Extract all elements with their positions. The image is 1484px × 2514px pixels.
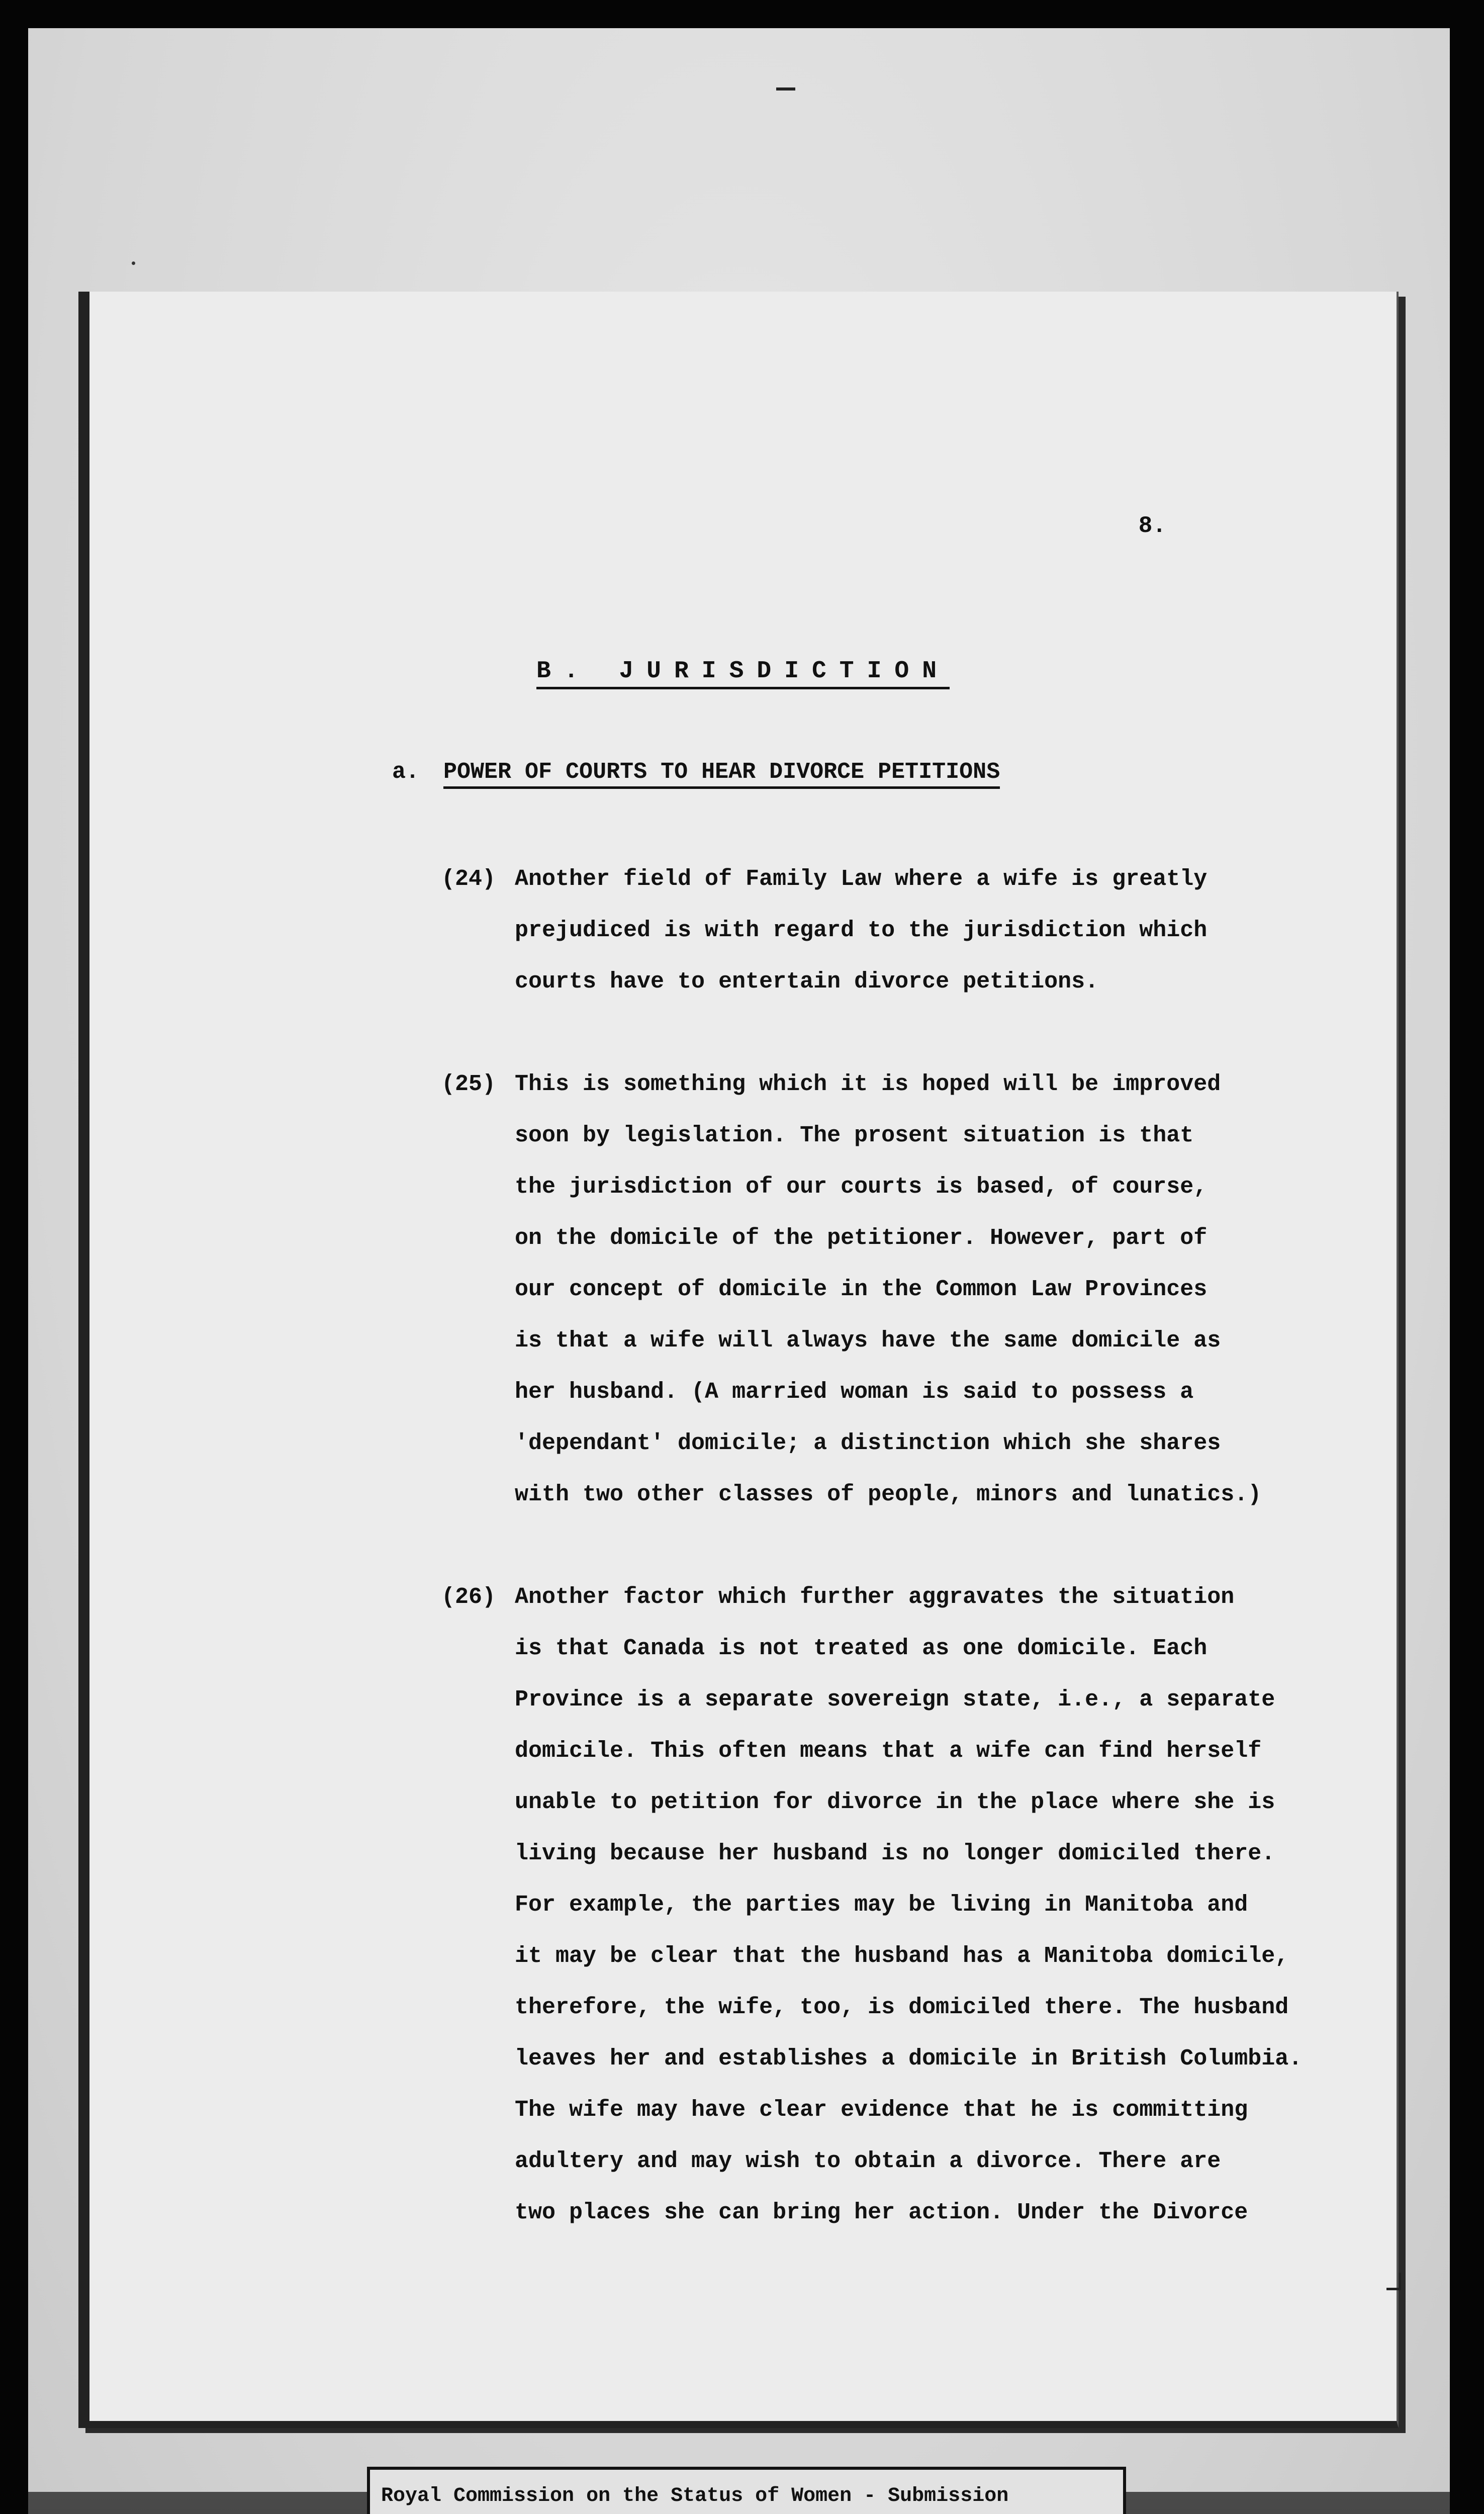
paragraph-line: This is something which it is hoped will be improved	[515, 1071, 1221, 1097]
paragraph-number: (26)	[441, 1584, 496, 1610]
section-heading	[89, 658, 1397, 685]
catalog-label-line	[381, 2511, 1112, 2514]
paragraph-number: (25)	[441, 1071, 496, 1097]
page-corner-mark	[1386, 2273, 1401, 2290]
paragraph-line: two places she can bring her action. Under the Divorce	[515, 2200, 1248, 2225]
subheading	[392, 759, 1000, 785]
paragraph-number: (24)	[441, 866, 496, 892]
paragraph-line: adultery and may wish to obtain a divorce. There are	[515, 2148, 1221, 2174]
paragraph-line: Province is a separate sovereign state, i.e., a separate	[515, 1687, 1275, 1713]
paragraph-line: her husband. (A married woman is said to possess a	[515, 1379, 1194, 1405]
film-speck	[132, 261, 135, 265]
paragraph-line: on the domicile of the petitioner. However, part of	[515, 1225, 1208, 1251]
paragraph-line: unable to petition for divorce in the place where she is	[515, 1789, 1275, 1815]
paragraph-line: prejudiced is with regard to the jurisdiction which	[515, 918, 1208, 943]
subheading-title: POWER OF COURTS TO HEAR DIVORCE PETITIONS	[443, 759, 1000, 789]
subheading-marker: a.	[392, 759, 420, 785]
paragraph-line: living because her husband is no longer domiciled there.	[515, 1841, 1275, 1866]
page-number: 8.	[1138, 513, 1166, 539]
document-page	[78, 292, 1399, 2428]
paragraph-25	[441, 1059, 1346, 1520]
paragraph-line: Another field of Family Law where a wife is greatly	[515, 866, 1208, 892]
paragraph-24	[441, 854, 1346, 1008]
paragraph-line: is that a wife will always have the same domicile as	[515, 1328, 1221, 1354]
paragraph-line: is that Canada is not treated as one domicile. Each	[515, 1636, 1208, 1661]
paragraph-line: leaves her and establishes a domicile in British Columbia.	[515, 2046, 1303, 2072]
paragraph-line: domicile. This often means that a wife can find herself	[515, 1738, 1262, 1764]
paragraph-line: our concept of domicile in the Common Law Provinces	[515, 1277, 1208, 1302]
catalog-label	[367, 2467, 1126, 2514]
paragraph-line: with two other classes of people, minors and lunatics.)	[515, 1482, 1262, 1507]
paragraph-line: 'dependant' domicile; a distinction which she shares	[515, 1430, 1221, 1456]
paragraph-line: therefore, the wife, too, is domiciled there. The husband	[515, 1995, 1289, 2020]
registration-mark	[776, 87, 795, 91]
paragraph-line: For example, the parties may be living in Manitoba and	[515, 1892, 1248, 1918]
paragraph-line: The wife may have clear evidence that he is committing	[515, 2097, 1248, 2123]
catalog-label-line: Royal Commission on the Status of Women - Submission	[381, 2485, 1009, 2507]
paragraph-line: soon by legislation. The prosent situation is that	[515, 1123, 1194, 1148]
paragraph-line: courts have to entertain divorce petitions.	[515, 969, 1099, 995]
paragraph-26	[441, 1572, 1346, 2238]
paragraph-line: it may be clear that the husband has a Manitoba domicile,	[515, 1943, 1289, 1969]
paragraph-line: the jurisdiction of our courts is based, of course,	[515, 1174, 1208, 1200]
section-heading-text: B. JURISDICTION	[536, 658, 950, 689]
paragraph-line: Another factor which further aggravates the situation	[515, 1584, 1235, 1610]
